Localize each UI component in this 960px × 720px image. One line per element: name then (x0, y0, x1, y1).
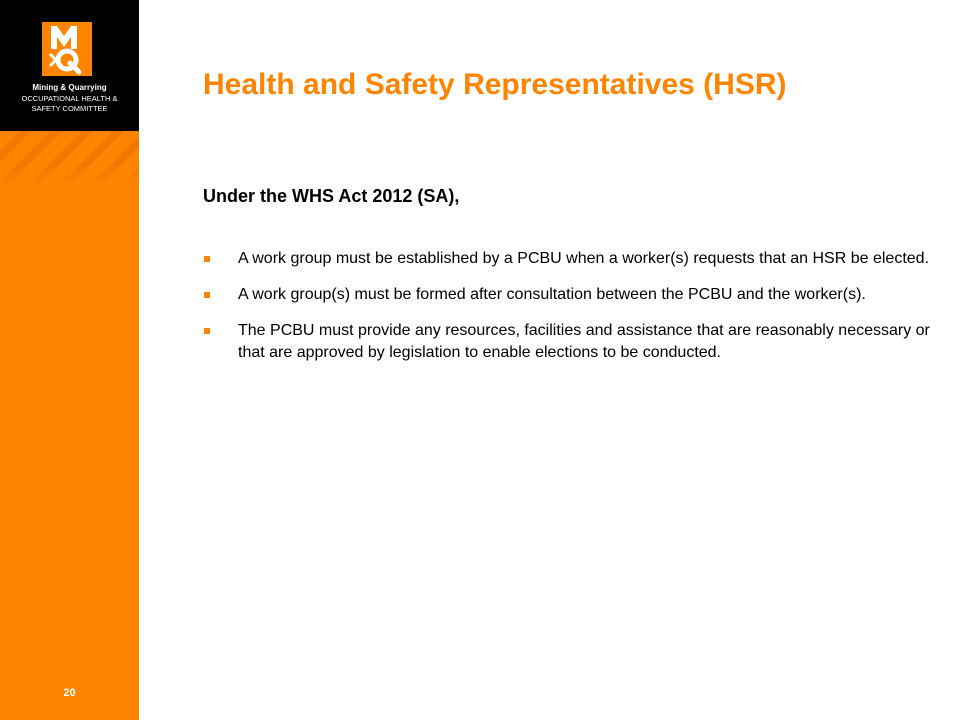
stripes-fade (0, 131, 139, 187)
mq-logo-icon (42, 22, 92, 76)
bullet-item (203, 248, 943, 270)
bullet-square-icon (204, 292, 210, 298)
org-name-line1: Mining & Quarrying (32, 83, 107, 92)
bullet-text: The PCBU must provide any resources, facilities and assistance that are reasonably necessary or that are approved by legislation to enable elections to be conducted. (238, 322, 930, 361)
slide-title: Health and Safety Representatives (HSR) (203, 68, 787, 101)
logo-block (0, 0, 139, 131)
bullet-item (203, 320, 943, 364)
org-name-line3: SAFETY COMMITTEE (31, 104, 108, 113)
bullet-square-icon (204, 256, 210, 262)
org-name-line2: OCCUPATIONAL HEALTH & (21, 94, 118, 103)
page-number: 20 (63, 687, 76, 699)
bullet-item (203, 284, 943, 306)
bullet-square-icon (204, 328, 210, 334)
slide-subtitle: Under the WHS Act 2012 (SA), (203, 186, 460, 206)
bullet-text: A work group(s) must be formed after consultation between the PCBU and the worker(s). (238, 286, 866, 303)
sidebar (0, 0, 139, 720)
bullet-text: A work group must be established by a PCBU when a worker(s) requests that an HSR be elected. (238, 250, 930, 267)
bullet-list (203, 248, 943, 378)
